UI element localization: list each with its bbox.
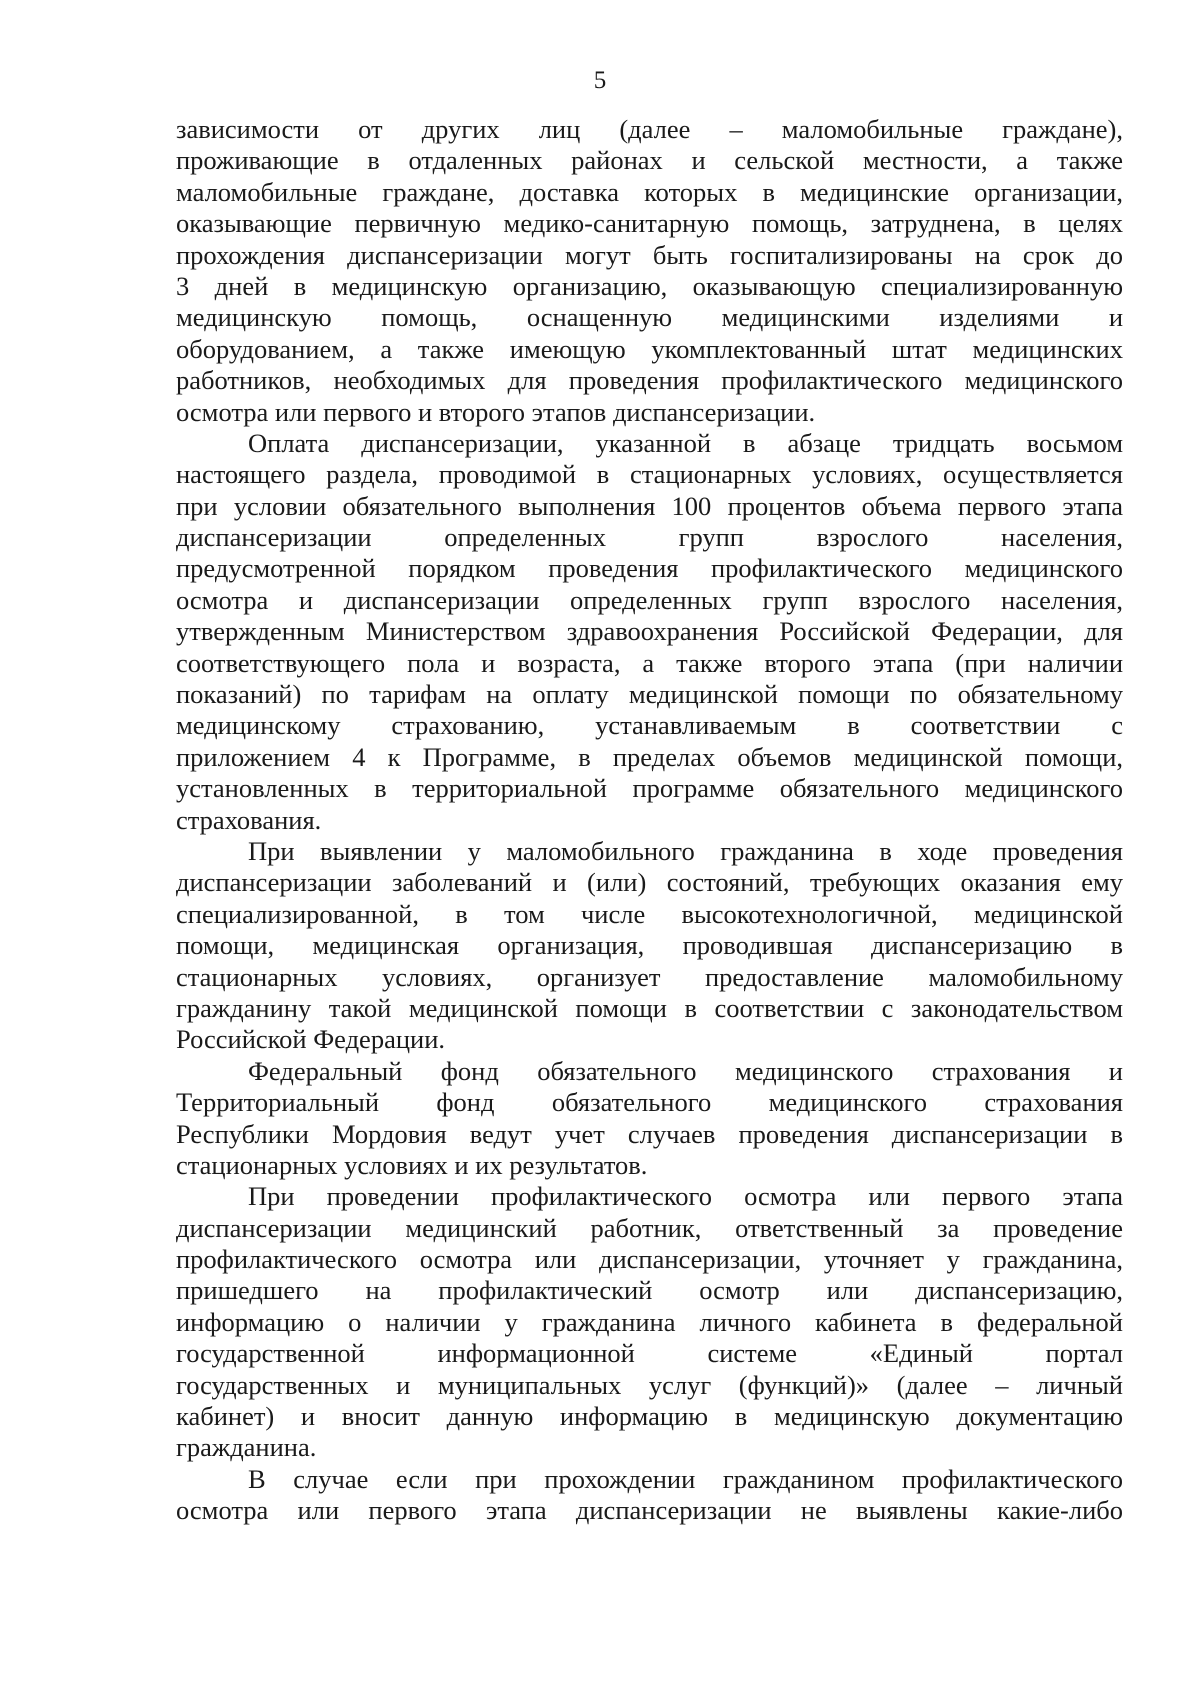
text-line: пришедшего на профилактический осмотр или диспансеризацию, xyxy=(176,1275,1123,1306)
text-line: настоящего раздела, проводимой в стационарных условиях, осуществляется xyxy=(176,459,1123,490)
text-line: диспансеризации определенных групп взрослого населения, xyxy=(176,522,1123,553)
text-line: установленных в территориальной программе обязательного медицинского xyxy=(176,773,1123,804)
text-line: показаний) по тарифам на оплату медицинской помощи по обязательному xyxy=(176,679,1123,710)
text-line: утвержденным Министерством здравоохранения Российской Федерации, для xyxy=(176,616,1123,647)
text-line: медицинскую помощь, оснащенную медицинскими изделиями и xyxy=(176,302,1123,333)
text-line: государственных и муниципальных услуг (функций)» (далее – личный xyxy=(176,1369,1123,1400)
text-line: Территориальный фонд обязательного медицинского страхования xyxy=(176,1087,1123,1118)
text-line: информацию о наличии у гражданина личного кабинета в федеральной xyxy=(176,1306,1123,1337)
text-line: осмотра или первого этапа диспансеризации не выявлены какие-либо xyxy=(176,1495,1123,1526)
text-line: Республики Мордовия ведут учет случаев проведения диспансеризации в xyxy=(176,1118,1123,1149)
paragraph xyxy=(176,114,1123,428)
text-line: стационарных условиях, организует предоставление маломобильному xyxy=(176,961,1123,992)
text-line: 3 дней в медицинскую организацию, оказывающую специализированную xyxy=(176,270,1123,301)
text-line: гражданину такой медицинской помощи в соответствии с законодательством xyxy=(176,992,1123,1023)
text-line: Федеральный фонд обязательного медицинского страхования и xyxy=(248,1055,1123,1086)
text-line: диспансеризации медицинский работник, ответственный за проведение xyxy=(176,1212,1123,1243)
paragraph xyxy=(176,428,1123,836)
text-line: осмотра и диспансеризации определенных групп взрослого населения, xyxy=(176,584,1123,615)
text-line: оказывающие первичную медико-санитарную помощь, затруднена, в целях xyxy=(176,208,1123,239)
text-line: профилактического осмотра или диспансеризации, уточняет у гражданина, xyxy=(176,1244,1123,1275)
text-line: кабинет) и вносит данную информацию в медицинскую документацию xyxy=(176,1401,1123,1432)
text-line: При выявлении у маломобильного гражданина в ходе проведения xyxy=(248,835,1123,866)
text-line: работников, необходимых для проведения профилактического медицинского xyxy=(176,365,1123,396)
text-line: В случае если при прохождении гражданином профилактического xyxy=(248,1463,1123,1494)
text-line: зависимости от других лиц (далее – маломобильные граждане), xyxy=(176,114,1123,144)
text-line: страхования. xyxy=(176,804,322,835)
text-line: стационарных условиях и их результатов. xyxy=(176,1149,648,1180)
text-line: Оплата диспансеризации, указанной в абзаце тридцать восьмом xyxy=(248,427,1123,458)
page-number: 5 xyxy=(593,67,607,94)
text-line: гражданина. xyxy=(176,1432,317,1463)
text-line: прохождения диспансеризации могут быть госпитализированы на срок до xyxy=(176,239,1123,270)
document-body xyxy=(176,114,1123,1527)
paragraph xyxy=(176,836,1123,1056)
text-line: При проведении профилактического осмотра или первого этапа xyxy=(248,1181,1123,1212)
paragraph xyxy=(176,1181,1123,1464)
text-line: медицинскому страхованию, устанавливаемым в соответствии с xyxy=(176,710,1123,741)
text-line: диспансеризации заболеваний и (или) состояний, требующих оказания ему xyxy=(176,867,1123,898)
text-line: при условии обязательного выполнения 100 процентов объема первого этапа xyxy=(176,490,1123,521)
text-line: специализированной, в том числе высокотехнологичной, медицинской xyxy=(176,898,1123,929)
text-line: соответствующего пола и возраста, а также второго этапа (при наличии xyxy=(176,647,1123,678)
text-line: маломобильные граждане, доставка которых в медицинские организации, xyxy=(176,176,1123,207)
text-line: приложением 4 к Программе, в пределах объемов медицинской помощи, xyxy=(176,741,1123,772)
text-line: государственной информационной системе «Единый портал xyxy=(176,1338,1123,1369)
paragraph xyxy=(176,1464,1123,1527)
paragraph xyxy=(176,1056,1123,1182)
text-line: Российской Федерации. xyxy=(176,1024,445,1055)
text-line: предусмотренной порядком проведения профилактического медицинского xyxy=(176,553,1123,584)
text-line: осмотра или первого и второго этапов диспансеризации. xyxy=(176,396,816,427)
text-line: оборудованием, а также имеющую укомплектованный штат медицинских xyxy=(176,333,1123,364)
text-line: проживающие в отдаленных районах и сельской местности, а также xyxy=(176,145,1123,176)
text-line: помощи, медицинская организация, проводившая диспансеризацию в xyxy=(176,930,1123,961)
